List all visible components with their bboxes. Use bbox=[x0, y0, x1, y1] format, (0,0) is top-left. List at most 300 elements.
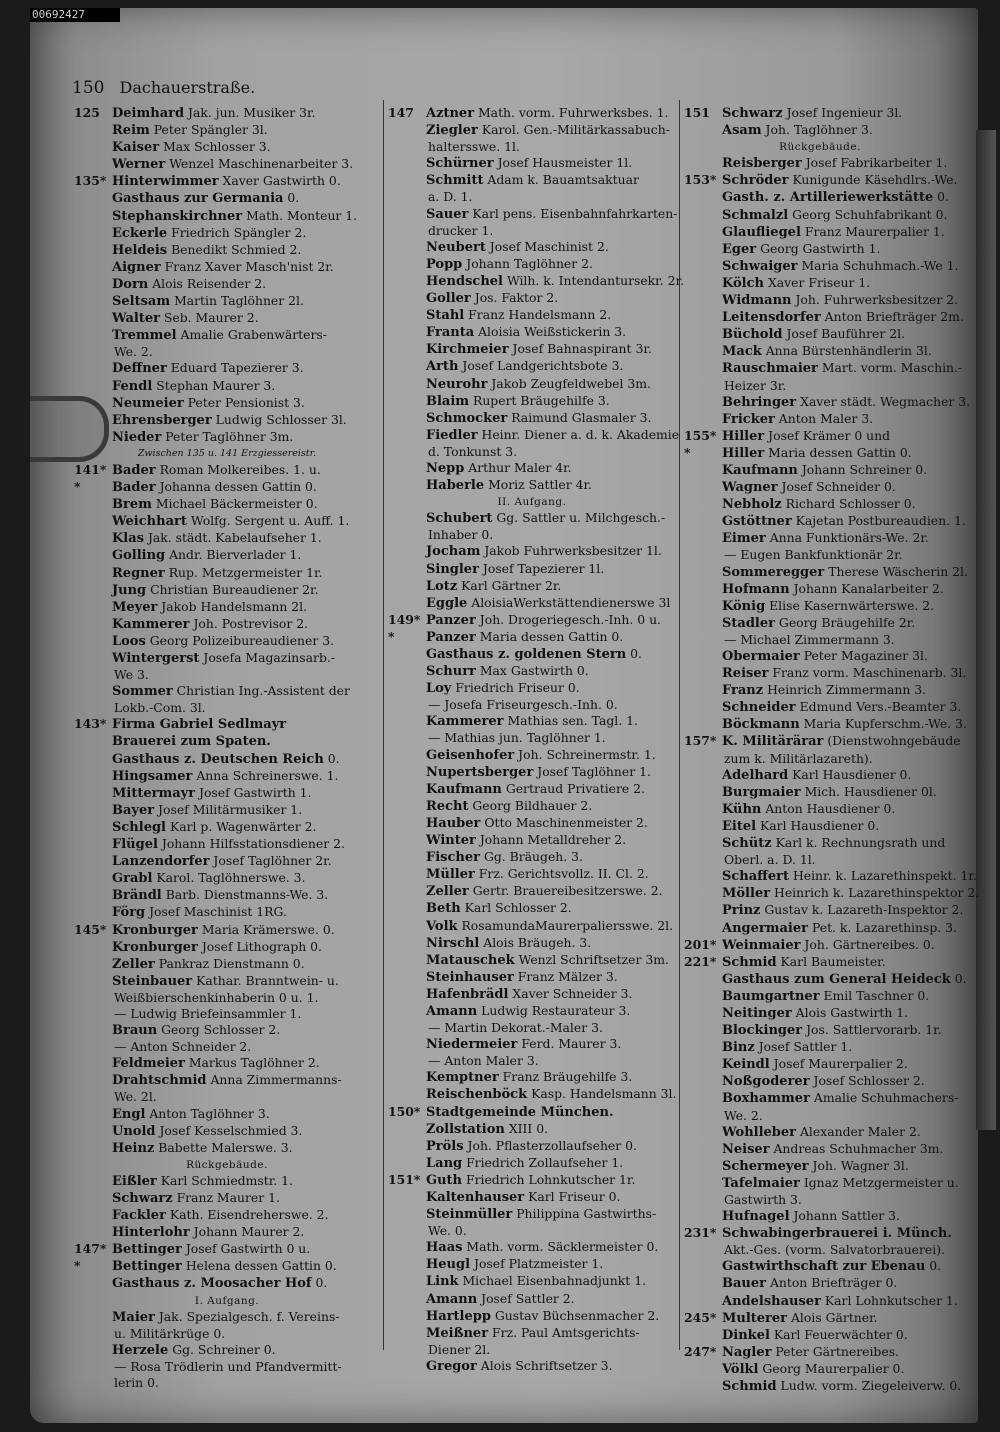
resident-details: Gg. Sattler u. Milchgesch.- bbox=[496, 510, 666, 526]
entry-continuation: Lokb.-Com. 3l. bbox=[114, 700, 206, 716]
resident-details: Joh. Taglöhner 3. bbox=[765, 122, 873, 138]
resident-details: Xaver städt. Wegmacher 3. bbox=[800, 393, 971, 409]
resident-details: Josef Militärmusiker 1. bbox=[158, 801, 303, 817]
resident-details: Josef Krämer 0 und bbox=[768, 427, 891, 443]
resident-details: Math. Monteur 1. bbox=[246, 207, 358, 223]
resident-name: Wagner bbox=[722, 480, 778, 496]
resident-details: Georg Bildhauer 2. bbox=[472, 797, 593, 813]
resident-name: Möller bbox=[722, 886, 771, 902]
resident-details: Philippina Gastwirths- bbox=[516, 1206, 657, 1222]
directory-entry bbox=[684, 309, 964, 326]
resident-details: Andreas Schuhmacher 3m. bbox=[773, 1140, 944, 1156]
directory-entry bbox=[74, 259, 380, 276]
resident-details: Mathias sen. Tagl. 1. bbox=[507, 713, 638, 729]
house-number: 143* bbox=[74, 716, 107, 732]
resident-name: Aigner bbox=[112, 259, 161, 275]
directory-entry bbox=[684, 1158, 956, 1175]
resident-details: Ludwig Restaurateur 3. bbox=[481, 1002, 631, 1018]
directory-entry bbox=[74, 853, 380, 870]
resident-name: Schmalzl bbox=[722, 207, 789, 223]
directory-entry bbox=[388, 629, 676, 646]
entry-continuation: We. 2. bbox=[724, 1107, 763, 1123]
resident-name: Sommer bbox=[112, 684, 173, 700]
directory-entry bbox=[74, 139, 380, 156]
resident-name: Franta bbox=[426, 325, 475, 341]
entry-continuation: Gastwirth 3. bbox=[724, 1192, 802, 1207]
resident-name: Haberle bbox=[426, 478, 485, 494]
resident-name: Multerer bbox=[722, 1310, 788, 1326]
resident-name: Reim bbox=[112, 123, 150, 139]
resident-name: Link bbox=[426, 1274, 459, 1290]
resident-name: Eimer bbox=[722, 531, 766, 547]
resident-details: Heinr. Diener a. d. k. Akademie bbox=[481, 426, 680, 442]
entry-continuation: — Eugen Bankfunktionär 2r. bbox=[724, 547, 903, 563]
resident-details: Jakob Handelsmann 2l. bbox=[161, 598, 308, 614]
resident-details: Josef Tapezierer 1l. bbox=[482, 560, 605, 576]
resident-details: Friedrich Spängler 2. bbox=[171, 224, 307, 240]
resident-details: Peter Magaziner 3l. bbox=[803, 648, 928, 663]
directory-entry bbox=[74, 973, 380, 990]
resident-details: Josef Ingenieur 3l. bbox=[786, 105, 903, 120]
house-number: 153* bbox=[684, 172, 717, 188]
directory-entry bbox=[388, 849, 676, 866]
resident-name: Hufnagel bbox=[722, 1209, 790, 1225]
resident-name: Dinkel bbox=[722, 1327, 770, 1343]
resident-details: Franz vorm. Maschinenarb. 3l. bbox=[772, 665, 967, 681]
resident-details: Seb. Maurer 2. bbox=[163, 310, 259, 326]
resident-name: Tafelmaier bbox=[722, 1175, 800, 1191]
resident-name: Popp bbox=[426, 256, 463, 272]
entry-continuation: Akt.-Ges. (vorm. Salvatorbrauerei). bbox=[724, 1242, 946, 1258]
resident-name: K. Militärärar bbox=[722, 734, 824, 750]
resident-details: Karl Hausdiener 0. bbox=[760, 817, 880, 833]
directory-entry bbox=[684, 530, 956, 547]
resident-name: Widmann bbox=[722, 293, 792, 309]
resident-details: Josef Kesselschmied 3. bbox=[159, 1122, 303, 1138]
resident-details: Ferd. Maurer 3. bbox=[521, 1036, 622, 1052]
directory-entry bbox=[388, 883, 676, 900]
resident-details: Anna Bürstenhändlerin 3l. bbox=[765, 343, 932, 359]
resident-name: Stahl bbox=[426, 308, 465, 324]
resident-details: 0. bbox=[315, 1275, 328, 1291]
resident-name: Schmid bbox=[722, 1379, 777, 1395]
resident-details: Josef Gastwirth 1. bbox=[199, 784, 312, 800]
resident-details: Johann Kanalarbeiter 2. bbox=[793, 580, 944, 596]
resident-name: Goller bbox=[426, 291, 471, 307]
resident-details: Xaver Gastwirth 0. bbox=[222, 173, 341, 189]
directory-entry bbox=[684, 1090, 959, 1107]
directory-entry bbox=[684, 343, 956, 360]
resident-name: Bettinger bbox=[112, 1259, 182, 1275]
directory-entry bbox=[684, 257, 959, 275]
directory-entry bbox=[388, 1121, 676, 1138]
directory-entry bbox=[388, 578, 676, 595]
resident-name: Büchold bbox=[722, 327, 783, 343]
directory-entry bbox=[74, 1241, 380, 1258]
directory-entry bbox=[684, 360, 963, 377]
directory-entry bbox=[388, 1069, 676, 1086]
resident-name: Schürner bbox=[426, 156, 494, 172]
directory-entry bbox=[74, 1173, 380, 1190]
directory-entry bbox=[388, 358, 676, 375]
house-number: 149* bbox=[388, 611, 421, 627]
resident-details: Mart. vorm. Maschin.- bbox=[821, 360, 963, 376]
resident-name: Heldeis bbox=[112, 242, 168, 258]
resident-details: Math. vorm. Säcklermeister 0. bbox=[466, 1239, 659, 1255]
directory-entry bbox=[684, 1378, 962, 1395]
resident-name: Nebholz bbox=[722, 497, 782, 513]
resident-details: Karl Schlosser 2. bbox=[464, 900, 572, 916]
resident-name: Kammerer bbox=[112, 616, 190, 632]
directory-entry bbox=[684, 665, 967, 682]
resident-details: Xaver Schneider 3. bbox=[512, 985, 633, 1001]
resident-details: Alois Schriftsetzer 3. bbox=[480, 1357, 613, 1373]
resident-details: Johann Hilfsstationsdiener 2. bbox=[161, 836, 345, 852]
resident-name: Tremmel bbox=[112, 328, 177, 344]
resident-details: 0. bbox=[937, 189, 949, 205]
resident-details: Richard Schlosser 0. bbox=[785, 496, 916, 512]
resident-details: Josef Lithograph 0. bbox=[201, 938, 322, 954]
directory-entry bbox=[74, 768, 380, 785]
resident-name: Fiedler bbox=[426, 427, 478, 443]
directory-entry bbox=[74, 156, 380, 173]
resident-name: Feldmeier bbox=[112, 1056, 185, 1072]
resident-details: Josef Schlosser 2. bbox=[813, 1073, 925, 1089]
directory-entry bbox=[388, 680, 676, 697]
resident-details: Franz Mälzer 3. bbox=[517, 968, 618, 984]
resident-details: Arthur Maler 4r. bbox=[468, 459, 572, 475]
resident-details: Benedikt Schmied 2. bbox=[171, 241, 302, 257]
resident-details: Karl Friseur 0. bbox=[528, 1189, 621, 1204]
resident-name: Hartlepp bbox=[426, 1308, 491, 1324]
directory-entry bbox=[684, 1141, 956, 1158]
resident-details: Georg Schlosser 2. bbox=[161, 1022, 281, 1038]
resident-name: Schwarz bbox=[112, 1191, 173, 1206]
directory-entry bbox=[684, 988, 956, 1005]
directory-entry bbox=[684, 479, 956, 496]
resident-details: Stephan Maurer 3. bbox=[156, 377, 276, 393]
directory-entry bbox=[74, 870, 380, 887]
resident-name: Engl bbox=[112, 1106, 146, 1122]
resident-name: Golling bbox=[112, 548, 166, 564]
directory-entry bbox=[684, 1073, 956, 1090]
entry-continuation: — Rosa Trödlerin und Pfandvermitt- bbox=[114, 1358, 342, 1374]
resident-details: Aloisia Weißstickerin 3. bbox=[478, 324, 627, 340]
directory-entry bbox=[684, 1022, 956, 1039]
resident-name: Bettinger bbox=[112, 1242, 182, 1258]
resident-name: Werner bbox=[112, 157, 166, 173]
directory-entry bbox=[74, 716, 380, 733]
resident-name: Schaffert bbox=[722, 869, 789, 885]
resident-details: Edmund Vers.-Beamter 3. bbox=[799, 699, 962, 715]
resident-name: Lang bbox=[426, 1155, 463, 1171]
resident-details: Georg Bräugehilfe 2r. bbox=[778, 614, 916, 630]
house-number: 151* bbox=[388, 1171, 421, 1187]
directory-entry bbox=[388, 272, 685, 290]
section-heading: Rückgebäude. bbox=[186, 1158, 268, 1171]
resident-name: Neurohr bbox=[426, 376, 488, 392]
resident-name: Nirschl bbox=[426, 935, 480, 951]
resident-name: Baumgartner bbox=[722, 988, 820, 1004]
resident-details: Anton Hausdiener 0. bbox=[765, 800, 896, 816]
directory-entry bbox=[684, 241, 956, 258]
directory-entry bbox=[684, 563, 968, 581]
resident-details: Josefa Magazinsarb.- bbox=[203, 650, 335, 665]
resident-name: Kaltenhauser bbox=[426, 1190, 525, 1205]
directory-entry bbox=[684, 615, 956, 632]
resident-details: Josef Taglöhner 2r. bbox=[213, 853, 332, 869]
resident-name: Wintergerst bbox=[112, 651, 200, 666]
directory-entry bbox=[388, 1036, 676, 1053]
resident-name: Hofmann bbox=[722, 581, 790, 597]
house-number: 141* bbox=[74, 461, 107, 477]
resident-details: Maria Schuhmach.-We 1. bbox=[801, 257, 959, 273]
resident-name: Adelhard bbox=[722, 767, 789, 783]
directory-entry bbox=[388, 900, 676, 917]
directory-entry bbox=[74, 208, 380, 225]
directory-entry bbox=[684, 1056, 956, 1073]
resident-name: Kirchmeier bbox=[426, 342, 509, 358]
resident-name: Reischenböck bbox=[426, 1087, 528, 1103]
resident-name: Panzer bbox=[426, 629, 476, 645]
directory-entry bbox=[684, 937, 956, 954]
entry-continuation: d. Tonkunst 3. bbox=[428, 443, 518, 459]
resident-name: Stephanskirchner bbox=[112, 208, 243, 224]
house-number: * bbox=[388, 628, 395, 644]
directory-entry bbox=[388, 1138, 676, 1155]
entry-continuation: — Michael Zimmermann 3. bbox=[724, 631, 895, 647]
directory-entry bbox=[388, 290, 676, 307]
resident-name: Schmocker bbox=[426, 410, 508, 426]
directory-entry bbox=[684, 699, 962, 716]
resident-name: Keindl bbox=[722, 1057, 770, 1073]
directory-entry bbox=[684, 733, 961, 750]
resident-details: Kasp. Handelsmann 3l. bbox=[531, 1086, 677, 1102]
resident-details: Franz Maurer 1. bbox=[176, 1190, 280, 1205]
entry-continuation: — Mathias jun. Taglöhner 1. bbox=[428, 730, 606, 746]
resident-name: Völkl bbox=[722, 1361, 759, 1377]
entry-continuation: — Anton Maler 3. bbox=[428, 1053, 539, 1069]
resident-name: Neubert bbox=[426, 239, 486, 255]
directory-entry bbox=[684, 1225, 956, 1242]
resident-name: Gasthaus zur Germania bbox=[112, 191, 284, 207]
resident-name: Prinz bbox=[722, 903, 761, 919]
resident-name: Loy bbox=[426, 681, 452, 697]
resident-name: Jung bbox=[112, 582, 147, 598]
house-number: * bbox=[74, 1258, 81, 1274]
resident-name: Weichhart bbox=[112, 514, 187, 530]
directory-entry bbox=[684, 868, 977, 885]
directory-entry bbox=[388, 969, 676, 986]
house-number: 147 bbox=[388, 105, 414, 120]
directory-entry bbox=[684, 1174, 959, 1192]
directory-entry bbox=[74, 360, 380, 377]
resident-name: Förg bbox=[112, 905, 146, 921]
directory-entry bbox=[74, 105, 380, 122]
directory-entry bbox=[74, 922, 380, 939]
resident-name: Stadtgemeinde München. bbox=[426, 1104, 614, 1120]
directory-entry bbox=[684, 122, 956, 139]
resident-name: Schütz bbox=[722, 836, 772, 852]
directory-entry bbox=[684, 801, 956, 818]
resident-details: Friedrich Friseur 0. bbox=[455, 680, 580, 696]
directory-entry bbox=[388, 105, 676, 122]
resident-details: Johann Sattler 3. bbox=[793, 1208, 900, 1224]
directory-entry bbox=[74, 633, 380, 650]
resident-details: Maria dessen Gattin 0. bbox=[768, 444, 912, 460]
resident-details: Barb. Dienstmanns-We. 3. bbox=[165, 887, 329, 903]
resident-name: Hinterlohr bbox=[112, 1225, 190, 1241]
resident-details: Rup. Metzgermeister 1r. bbox=[168, 564, 323, 580]
resident-name: Reisberger bbox=[722, 156, 802, 172]
entry-continuation: Weißbierschenkinhaberin 0 u. 1. bbox=[114, 989, 319, 1005]
resident-details: Peter Pensionist 3. bbox=[187, 394, 305, 410]
resident-details: 0. bbox=[954, 970, 967, 986]
entry-continuation: a. D. 1. bbox=[428, 189, 473, 205]
resident-name: Pröls bbox=[426, 1138, 464, 1154]
directory-entry bbox=[74, 225, 380, 242]
resident-name: Arth bbox=[426, 359, 459, 375]
resident-name: Nagler bbox=[722, 1344, 772, 1360]
directory-entry bbox=[388, 1086, 676, 1103]
resident-details: Wenzel Maschinenarbeiter 3. bbox=[169, 156, 354, 172]
entry-continuation: — Ludwig Briefeinsammler 1. bbox=[114, 1005, 302, 1021]
resident-name: Amann bbox=[426, 1003, 478, 1019]
directory-entry bbox=[74, 650, 380, 667]
resident-details: Josef Fabrikarbeiter 1. bbox=[805, 155, 948, 171]
directory-entry bbox=[388, 426, 680, 444]
resident-details: Karl Hausdiener 0. bbox=[792, 766, 912, 782]
column-1 bbox=[74, 105, 380, 1391]
resident-details: Wenzl Schriftsetzer 3m. bbox=[518, 951, 669, 967]
resident-name: Mack bbox=[722, 344, 762, 360]
resident-name: Regner bbox=[112, 565, 165, 581]
resident-name: Steinbauer bbox=[112, 973, 193, 989]
resident-name: Blaim bbox=[426, 393, 470, 409]
resident-details: Joh. Wagner 3l. bbox=[812, 1157, 909, 1173]
directory-entry bbox=[74, 819, 380, 836]
resident-name: Guth bbox=[426, 1172, 463, 1188]
resident-details: Pet. k. Lazarethinsp. 3. bbox=[811, 919, 957, 935]
resident-name: Schwaiger bbox=[722, 258, 798, 274]
directory-entry bbox=[388, 155, 676, 172]
directory-entry bbox=[684, 902, 964, 919]
directory-entry bbox=[74, 1258, 380, 1275]
resident-details: Anton Briefträger 2m. bbox=[824, 309, 964, 325]
resident-details: Joh. Drogeriegesch.-Inh. 0 u. bbox=[479, 611, 661, 627]
directory-entry bbox=[74, 887, 380, 904]
directory-entry bbox=[74, 1190, 380, 1207]
directory-entry bbox=[388, 1358, 676, 1375]
resident-name: Schurr bbox=[426, 664, 476, 680]
resident-name: Gasth. z. Artilleriewerkstätte bbox=[722, 190, 934, 206]
resident-name: Sommeregger bbox=[722, 564, 825, 580]
column-2 bbox=[388, 105, 685, 1375]
directory-entry bbox=[74, 276, 380, 293]
archive-stamp: 00692427 bbox=[30, 8, 120, 22]
directory-entry bbox=[74, 1072, 380, 1089]
house-number: 145* bbox=[74, 921, 107, 937]
resident-details: Anna Schreinerswe. 1. bbox=[196, 767, 339, 783]
resident-details: Moriz Sattler 4r. bbox=[488, 477, 592, 493]
directory-entry bbox=[74, 530, 380, 547]
resident-name: Blockinger bbox=[722, 1023, 803, 1039]
resident-details: Peter Taglöhner 3m. bbox=[165, 428, 294, 444]
resident-details: Gertr. Brauereibesitzerswe. 2. bbox=[472, 883, 663, 899]
resident-details: 0. bbox=[327, 750, 340, 766]
directory-entry bbox=[74, 616, 380, 633]
resident-details: Amalie Schuhmachers- bbox=[813, 1090, 959, 1106]
directory-entry bbox=[388, 1273, 676, 1290]
house-number: 231* bbox=[684, 1225, 717, 1241]
directory-entry bbox=[388, 747, 676, 764]
resident-name: Gstöttner bbox=[722, 514, 792, 530]
resident-name: Schwabingerbrauerei i. Münch. bbox=[722, 1226, 952, 1242]
resident-name: Winter bbox=[426, 833, 476, 849]
resident-details: Joh. Schreinermstr. 1. bbox=[518, 746, 656, 762]
resident-details: Frz. Gerichtsvollz. II. Cl. 2. bbox=[478, 866, 649, 882]
directory-entry bbox=[74, 751, 380, 768]
entry-continuation: We. 0. bbox=[428, 1223, 467, 1239]
directory-entry bbox=[684, 1327, 956, 1344]
directory-entry bbox=[74, 395, 380, 412]
resident-name: Matauschek bbox=[426, 952, 515, 968]
section-heading: I. Aufgang. bbox=[194, 1294, 260, 1307]
resident-details: Josef Maschinist 1RG. bbox=[149, 904, 287, 920]
resident-details: Friedrich Zollaufseher 1. bbox=[466, 1154, 624, 1170]
directory-entry bbox=[74, 378, 380, 395]
resident-name: Gasthaus z. Deutschen Reich bbox=[112, 751, 324, 767]
resident-name: Schubert bbox=[426, 511, 493, 527]
resident-name: Hiller bbox=[722, 428, 765, 444]
directory-entry bbox=[74, 785, 380, 802]
resident-details: Emil Taschner 0. bbox=[823, 987, 930, 1003]
directory-entry bbox=[74, 173, 380, 190]
resident-details: (Dienstwohngebäude bbox=[827, 733, 961, 749]
resident-name: Brauerei zum Spaten. bbox=[112, 734, 271, 750]
resident-details: Ludwig Schlosser 3l. bbox=[215, 411, 347, 427]
resident-name: Haas bbox=[426, 1240, 463, 1256]
directory-entry bbox=[684, 326, 956, 343]
directory-entry bbox=[74, 412, 380, 429]
resident-details: Karl p. Wagenwärter 2. bbox=[169, 818, 317, 834]
resident-name: Hiller bbox=[722, 445, 765, 461]
resident-details: Martin Taglöhner 2l. bbox=[174, 293, 304, 309]
resident-name: Schröder bbox=[722, 173, 789, 189]
resident-name: Behringer bbox=[722, 394, 797, 410]
resident-details: Franz Handelsmann 2. bbox=[468, 307, 612, 323]
resident-details: Peter Spängler 3l. bbox=[153, 122, 268, 138]
resident-details: Max Schlosser 3. bbox=[163, 139, 271, 155]
directory-entry bbox=[684, 189, 956, 206]
directory-entry bbox=[74, 1207, 380, 1224]
directory-entry bbox=[388, 239, 676, 256]
directory-entry bbox=[684, 496, 956, 513]
house-number: 247* bbox=[684, 1343, 717, 1359]
resident-details: Babette Malerswe. 3. bbox=[158, 1139, 293, 1155]
resident-details: Mich. Hausdiener 0l. bbox=[804, 783, 937, 799]
resident-name: Nepp bbox=[426, 460, 465, 476]
resident-details: Jos. Sattlervorarb. 1r. bbox=[806, 1022, 942, 1038]
resident-details: Joh. Pflasterzollaufseher 0. bbox=[467, 1137, 637, 1153]
directory-entry bbox=[388, 952, 676, 969]
directory-entry bbox=[388, 543, 676, 560]
resident-name: Ziegler bbox=[426, 123, 478, 139]
directory-entry bbox=[684, 513, 966, 530]
resident-name: Klas bbox=[112, 531, 144, 547]
resident-details: Jakob Fuhrwerksbesitzer 1l. bbox=[484, 543, 662, 559]
directory-entry bbox=[74, 1123, 380, 1140]
